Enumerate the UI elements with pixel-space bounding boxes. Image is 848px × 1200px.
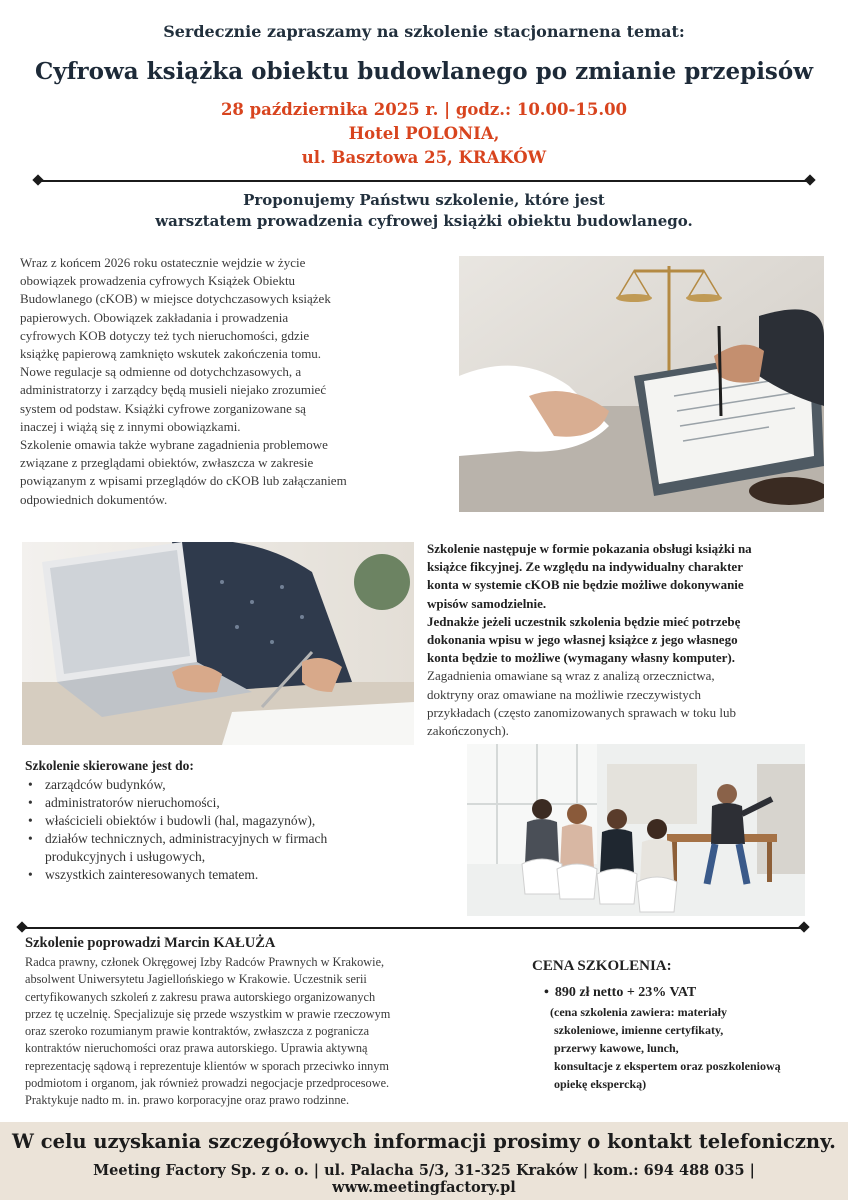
audience-item: • wszystkich zainteresowanych tematem. <box>15 866 455 884</box>
audience-item: • działów technicznych, administracyjnych w firmach <box>15 830 455 848</box>
format-bold-line-3: konta w systemie cKOB nie będzie możliwe dokonywanie <box>427 577 744 593</box>
intro-line-13: powiązanym z wpisami przeglądów do cKOB lub załączaniem <box>20 473 347 489</box>
footer-cta: W celu uzyskania szczegółowych informacji prosimy o kontakt telefoniczny. <box>12 1130 836 1153</box>
intro-line-8: administratorzy i zarządcy będą musieli niejako zrozumieć <box>20 382 327 398</box>
proposal-line-1: Proponujemy Państwu szkolenie, które jest <box>243 191 605 209</box>
format-bold-line-5: Jednakże jeżeli uczestnik szkolenia będzie mieć potrzebę <box>427 613 741 629</box>
price-title: CENA SZKOLENIA: <box>532 958 672 974</box>
event-venue: Hotel POLONIA, <box>348 124 500 143</box>
intro-line-1: Wraz z końcem 2026 roku ostatecznie wejdzie w życie <box>20 255 306 270</box>
trainer-line-8: podmiotom i organom, jak również prowadzi negocjacje przedprocesowe. <box>25 1076 390 1091</box>
header-divider <box>38 180 810 182</box>
footer-contact: Meeting Factory Sp. z o. o. | ul. Palacha 5/3, 31-325 Kraków | kom.: 694 488 035 | www.meetingfactory.pl <box>93 1162 755 1196</box>
audience-item: • zarządców budynków, <box>15 776 455 794</box>
format-bold-line-2: książce fikcyjnej. Ze względu na indywidualny charakter <box>427 559 743 575</box>
price-note <box>532 1003 832 1093</box>
format-bold-line-4: wpisów samodzielnie. <box>427 595 547 611</box>
price-bullet: • <box>544 985 549 1000</box>
trainer-line-2: absolwent Uniwersytetu Jagiellońskiego w Krakowie. Uczestnik serii <box>25 972 367 987</box>
price-note-line-2: szkoleniowe, imienne certyfikaty, <box>554 1023 724 1037</box>
intro-line-2: obowiązek prowadzenia cyfrowych Książek Obiektu <box>20 273 296 289</box>
intro-paragraph <box>20 254 450 509</box>
format-bold-line-6: dokonania wpisu w jego własnej książce z jego własnego <box>427 632 738 648</box>
intro-line-11: Szkolenie omawia także wybrane zagadnienia problemowe <box>20 437 328 453</box>
price-note-line-5: opiekę ekspercką) <box>554 1077 647 1091</box>
format-line-2: doktryny oraz omawiane na możliwie rzeczywistych <box>427 686 701 702</box>
event-address: ul. Basztowa 25, KRAKÓW <box>301 148 547 167</box>
audience-section <box>25 758 455 884</box>
intro-line-10: inaczej i wiążą się z innymi obowiązkami. <box>20 418 241 434</box>
trainer-line-5: oraz szeroko rozumianym prawie kontraktów, zwłaszcza z pogranicza <box>25 1024 370 1039</box>
seminar-photo <box>467 744 805 916</box>
format-line-3: przykładach (często zanomizowanych sprawach w toku lub <box>427 704 736 720</box>
intro-line-4: papierowych. Obowiązek zakładania i prowadzenia <box>20 309 289 325</box>
trainer-bio <box>25 954 495 1110</box>
proposal-line-2: warsztatem prowadzenia cyfrowej książki obiektu budowlanego. <box>155 212 693 230</box>
format-line-4: zakończonych). <box>427 723 509 739</box>
audience-title: Szkolenie skierowane jest do: <box>25 758 194 773</box>
audience-item-continuation: produkcyjnych i usługowych, <box>45 849 206 864</box>
format-line-1: Zagadnienia omawiane są wraz z analizą orzecznictwa, <box>427 668 715 684</box>
price-note-line-1: (cena szkolenia zawiera: materiały <box>550 1005 727 1019</box>
intro-line-12: związane z przeglądami obiektów, zwłaszcza w zakresie <box>20 455 314 471</box>
page-title: Cyfrowa książka obiektu budowlanego po zmianie przepisów <box>34 58 814 85</box>
intro-line-3: Budowlanego (cKOB) w miejsce dotychczasowych książek <box>20 291 331 307</box>
price-amount <box>532 985 832 1001</box>
trainer-line-6: kontraktów nieruchomości oraz prawa autorskiego. Uprawia aktywną <box>25 1041 368 1056</box>
trainer-section <box>25 935 495 1110</box>
trainer-title: Szkolenie poprowadzi Marcin KAŁUŻA <box>25 935 276 951</box>
trainer-line-9: Praktykuje nadto m. in. prawo korporacyjne oraz prawo rodzinne. <box>25 1093 350 1108</box>
laptop-photo <box>22 542 414 745</box>
intro-line: Serdecznie zapraszamy na szkolenie stacjonarnena temat: <box>163 22 685 41</box>
audience-item: • właścicieli obiektów i budowli (hal, magazynów), <box>15 812 455 830</box>
format-bold-line-7: konta będzie to możliwe (wymagany własny komputer). <box>427 650 736 666</box>
law-photo <box>459 256 824 512</box>
middle-divider <box>22 927 804 929</box>
proposal-text <box>0 190 848 232</box>
intro-line-5: cyfrowych KOB dotyczy też tych nieruchomości, gdzie <box>20 327 310 343</box>
trainer-line-4: przez tę uczelnię. Specjalizuje się przede wszystkim w prawie rzeczowym <box>25 1006 391 1021</box>
price-amount-text: 890 zł netto + 23% VAT <box>554 985 697 1000</box>
intro-line-14: odpowiednich dokumentów. <box>20 491 168 507</box>
format-bold-line-1: Szkolenie następuje w formie pokazania obsługi książki na <box>427 541 752 556</box>
audience-item: • administratorów nieruchomości, <box>15 794 455 812</box>
event-date: 28 października 2025 r. | godz.: 10.00-15.00 <box>220 100 628 119</box>
price-section <box>532 958 832 1093</box>
intro-line-7: Nowe regulacje są odmienne od dotychchzasowych, a <box>20 364 302 380</box>
format-paragraph <box>427 540 837 740</box>
intro-line-9: system od podstaw. Książki cyfrowe zorganizowane są <box>20 400 306 416</box>
intro-line-6: książkę papierową zamknięto wskutek zakończenia tomu. <box>20 346 322 362</box>
price-note-line-3: przerwy kawowe, lunch, <box>554 1041 679 1055</box>
trainer-line-1: Radca prawny, członek Okręgowej Izby Radców Prawnych w Krakowie, <box>25 955 385 969</box>
trainer-line-3: certyfikowanych szkoleń z zakresu prawa autorskiego organizowanych <box>25 989 376 1004</box>
price-note-line-4: konsultacje z ekspertem oraz poszkoleniową <box>554 1059 781 1073</box>
trainer-line-7: reprezentację sądową i reprezentuje klientów w sporach przeciwko innym <box>25 1058 389 1073</box>
